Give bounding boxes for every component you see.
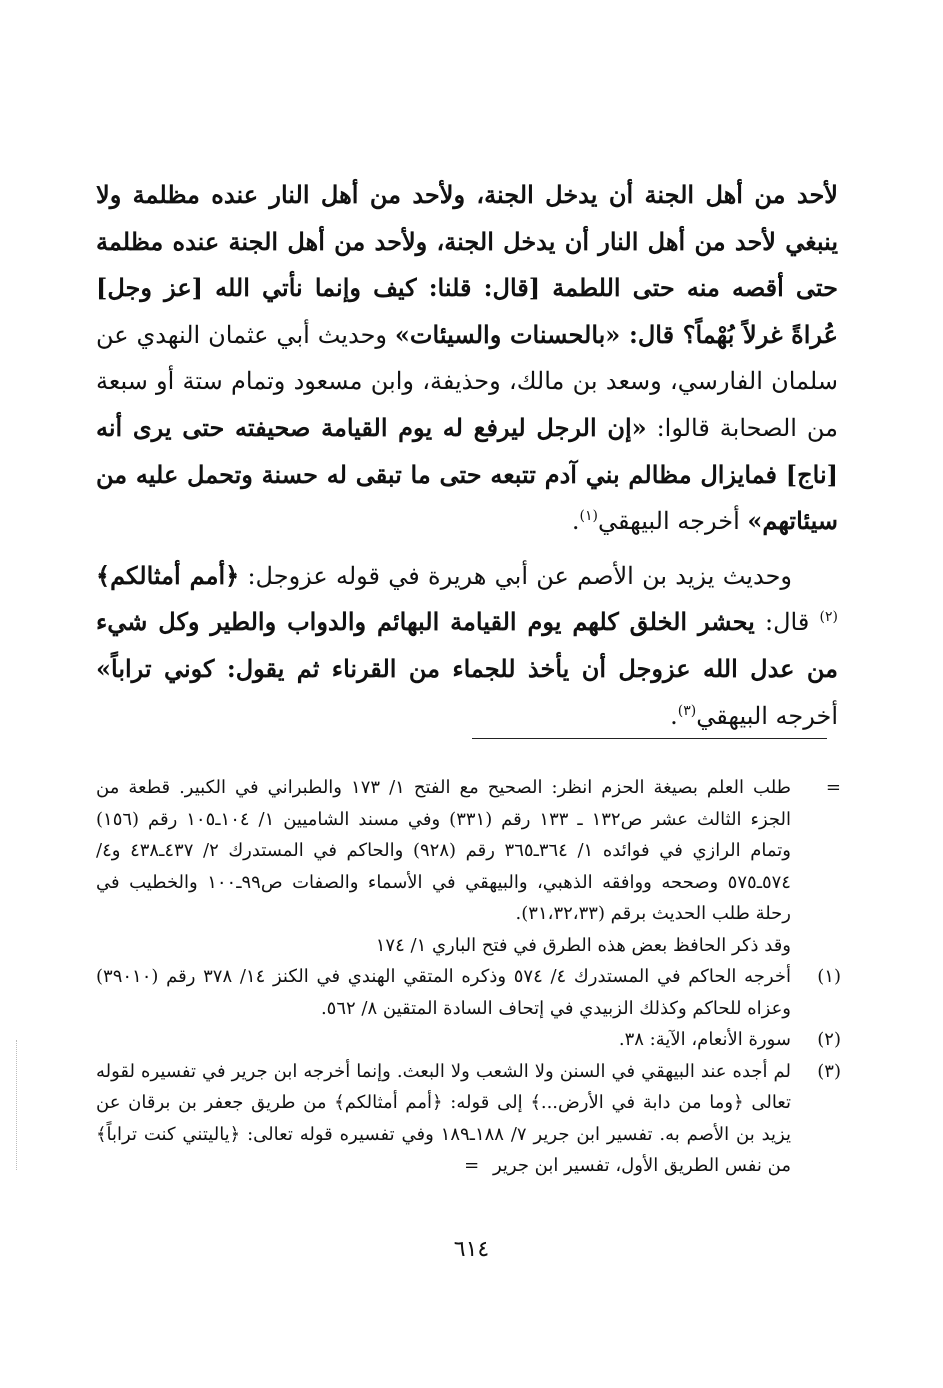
footnote-text: لم أجده عند البيهقي في السنن ولا الشعب ولا البعث. وإنما أخرجه ابن جرير في تفسيره لقوله تعالى ﴿وما من دابة في الأرض...﴾ إلى قوله: ﴿أمم أمثالكم﴾ من طريق جعفر بن برقان عن يزيد بن الأصم به. تفسير ابن جرير ٧/ ١٨٨ـ١٨٩ وفي تفسيره قوله تعالى: ﴿ياليتني كنت تراباً﴾ من نفس الطريق الأول، تفسير ابن جرير	[96, 1060, 791, 1176]
hadith-text-1: لأحد من أهل الجنة أن يدخل الجنة، ولأحد من أهل النار عنده مظلمة ولا ينبغي لأحد من أهل النار أن يدخل الجنة، ولأحد من أهل الجنة عنده مظلمة حتى أقصه منه حتى اللطمة [قال: قلنا: كيف وإنما نأتي الله [عز وجل] عُراةً غرلاً بُهْماً؟ قال: «بالحسنات والسيئات»	[96, 180, 838, 349]
page-number: ٦١٤	[453, 1237, 490, 1262]
footnotes	[96, 772, 841, 1182]
attribution-text-2: أخرجه البيهقي	[696, 701, 838, 730]
hadith-text-3: يحشر الخلق كلهم يوم القيامة البهائم والدواب والطير وكل شيء من عدل الله عزوجل أن يأخذ للجماء من القرناء ثم يقول: كوني تراباً»	[96, 607, 838, 683]
attribution-text: أخرجه البيهقي	[597, 507, 748, 536]
footnote-ref-2[interactable]: (٢)	[819, 609, 838, 626]
continuation-mark: =	[825, 777, 841, 798]
footnote-mark: (٣)	[817, 1060, 841, 1082]
continuation-text-2: وقد ذكر الحافظ بعض هذه الطرق في فتح الباري ١/ ١٧٤	[375, 934, 791, 956]
period: .	[670, 701, 678, 730]
period: .	[571, 507, 580, 536]
footnote-ref-3[interactable]: (٣)	[677, 702, 697, 719]
footnote-1	[96, 961, 841, 1024]
footnote-mark: (١)	[817, 966, 841, 987]
narration-text: وحديث أبي عثمان النهدي عن سلمان الفارسي، وسعد بن مالك، وحذيفة، وابن مسعود وتمام ستة أو سبعة من الصحابة قالوا:	[96, 320, 838, 442]
margin-line	[16, 1040, 18, 1170]
paragraph-1	[96, 172, 838, 545]
main-text	[96, 172, 838, 739]
hadith-text-2: «إن الرجل ليرفع له يوم القيامة صحيفته حتى يرى أنه [ناج] فمايزال مظالم بني آدم تتبعه حتى ما تبقى له حسنة وتحمل عليه من سيئاتهم»	[96, 412, 838, 536]
footnote-text: سورة الأنعام، الآية: ٣٨.	[618, 1029, 791, 1050]
footnote-ref-1[interactable]: (١)	[579, 508, 598, 525]
said-text: قال:	[754, 608, 820, 637]
quran-quote: ﴿أمم أمثالكم﴾	[96, 560, 240, 590]
continued-mark: =	[464, 1155, 480, 1176]
continuation-text: طلب العلم بصيغة الحزم انظر: الصحيح مع الفتح ١/ ١٧٣ والطبراني في الكبير. قطعة من الجزء الثالث عشر ص١٣٢ ـ ١٣٣ رقم (٣٣١) وفي مسند الشاميين ١/ ١٠٤ـ١٠٥ رقم (١٥٦) وتمام الرازي في فوائده ١/ ٣٦٤ـ٣٦٥ رقم (٩٢٨) والحاكم في المستدرك ٢/ ٤٣٧ـ٤٣٨ و٤/ ٥٧٤ـ٥٧٥ وصححه ووافقه الذهبي، والبيهقي في الأسماء والصفات ص٩٩ـ١٠٠ والخطيب في رحلة طلب الحديث برقم (٣١،٣٢،٣٣).	[96, 777, 792, 924]
paragraph-2	[96, 553, 838, 739]
footnote-continuation	[96, 772, 841, 961]
footnote-text: أخرجه الحاكم في المستدرك ٤/ ٥٧٤ وذكره المتقي الهندي في الكنز ١٤/ ٣٧٨ رقم (٣٩٠١٠) وعزاه للحاكم وكذلك الزبيدي في إتحاف السادة المتقين ٨/ ٥٦٢.	[96, 966, 791, 1019]
footnote-separator	[472, 738, 827, 739]
footnote-mark: (٢)	[817, 1029, 841, 1050]
footnote-2	[96, 1024, 841, 1056]
narration-text-2: وحديث يزيد بن الأصم عن أبي هريرة في قوله عزوجل:	[239, 561, 792, 590]
footnote-3	[96, 1056, 841, 1182]
